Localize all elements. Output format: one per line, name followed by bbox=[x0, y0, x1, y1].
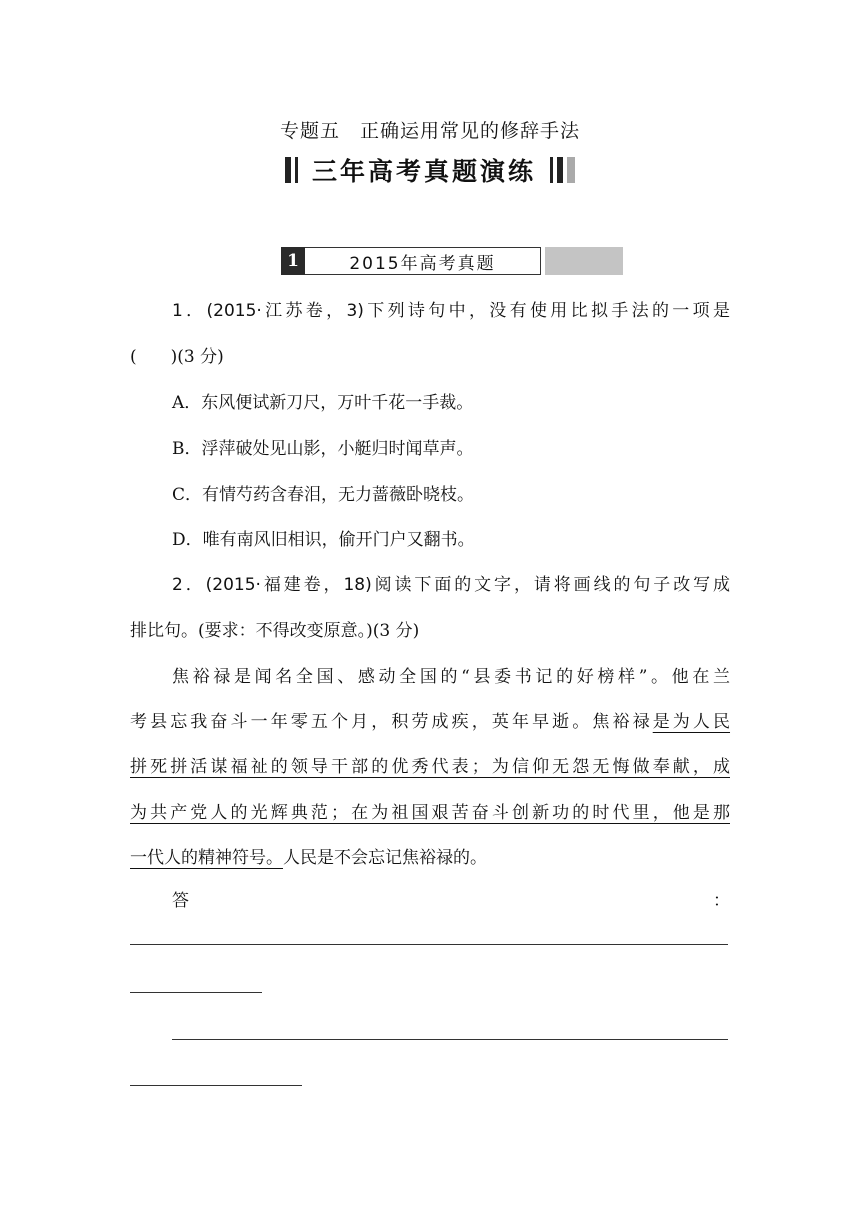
passage-line-1: 焦裕禄是闻名全国、感动全国的“县委书记的好榜样”。他在兰 bbox=[172, 667, 730, 687]
passage-line-4 bbox=[130, 798, 730, 823]
q1-option-d: D．唯有南风旧相识，偷开门户又翻书。 bbox=[172, 530, 475, 550]
passage-line-2-plain: 考县忘我奋斗一年零五个月，积劳成疾，英年早逝。焦裕禄 bbox=[130, 712, 653, 732]
q1-stem: 下列诗句中，没有使用比拟手法的一项是 bbox=[363, 301, 730, 321]
passage-line-2-underlined: 是为人民 bbox=[652, 712, 731, 732]
heading-left-decoration bbox=[285, 157, 298, 183]
heading-right-decoration bbox=[550, 157, 575, 183]
q2-source: 2．(2015·福建卷，18) bbox=[172, 575, 372, 595]
answer-label: 答 bbox=[172, 891, 189, 911]
passage-line-5-plain: 人民是不会忘记焦裕禄的。 bbox=[283, 848, 487, 868]
q1-stem-line-1 bbox=[172, 296, 730, 321]
q2-stem: 阅读下面的文字，请将画线的句子改写成 bbox=[371, 575, 730, 595]
q1-option-b: B．浮萍破处见山影，小艇归时闻草声。 bbox=[172, 439, 474, 459]
year-band-fill bbox=[545, 247, 623, 275]
answer-line-1[interactable] bbox=[130, 944, 728, 945]
answer-line-1-continued[interactable] bbox=[130, 992, 262, 993]
passage-line-5-underlined: 一代人的精神符号。 bbox=[130, 848, 283, 868]
passage-line-2 bbox=[130, 707, 730, 732]
year-band bbox=[281, 247, 623, 275]
answer-line-2-continued[interactable] bbox=[130, 1085, 302, 1086]
answer-colon: ： bbox=[713, 891, 730, 911]
passage-line-3 bbox=[130, 752, 730, 777]
answer-line-2[interactable] bbox=[172, 1039, 728, 1040]
answer-row bbox=[172, 886, 730, 911]
passage-line-3-underlined: 拼死拼活谋福祉的领导干部的优秀代表；为信仰无怨无悔做奉献，成 bbox=[130, 757, 730, 777]
section-heading bbox=[0, 152, 860, 188]
q2-stem-line-1 bbox=[172, 570, 730, 595]
q1-stem-line-2: ( )(3 分) bbox=[130, 347, 224, 367]
q1-option-a: A．东风便试新刀尺，万叶千花一手裁。 bbox=[172, 393, 474, 413]
topic-title: 专题五 正确运用常见的修辞手法 bbox=[279, 120, 580, 142]
year-band-number: 1 bbox=[281, 247, 305, 275]
q1-source: 1．(2015·江苏卷，3) bbox=[172, 301, 364, 321]
section-heading-text: 三年高考真题演练 bbox=[311, 157, 536, 186]
passage-line-5 bbox=[130, 843, 730, 868]
q1-option-c: C．有情芍药含春泪，无力蔷薇卧晓枝。 bbox=[172, 485, 475, 505]
passage-line-4-underlined: 为共产党人的光辉典范；在为祖国艰苦奋斗创新功的时代里，他是那 bbox=[130, 803, 730, 823]
q2-stem-line-2: 排比句。(要求：不得改变原意。)(3 分) bbox=[130, 621, 420, 641]
year-band-label: 2015年高考真题 bbox=[305, 247, 541, 275]
